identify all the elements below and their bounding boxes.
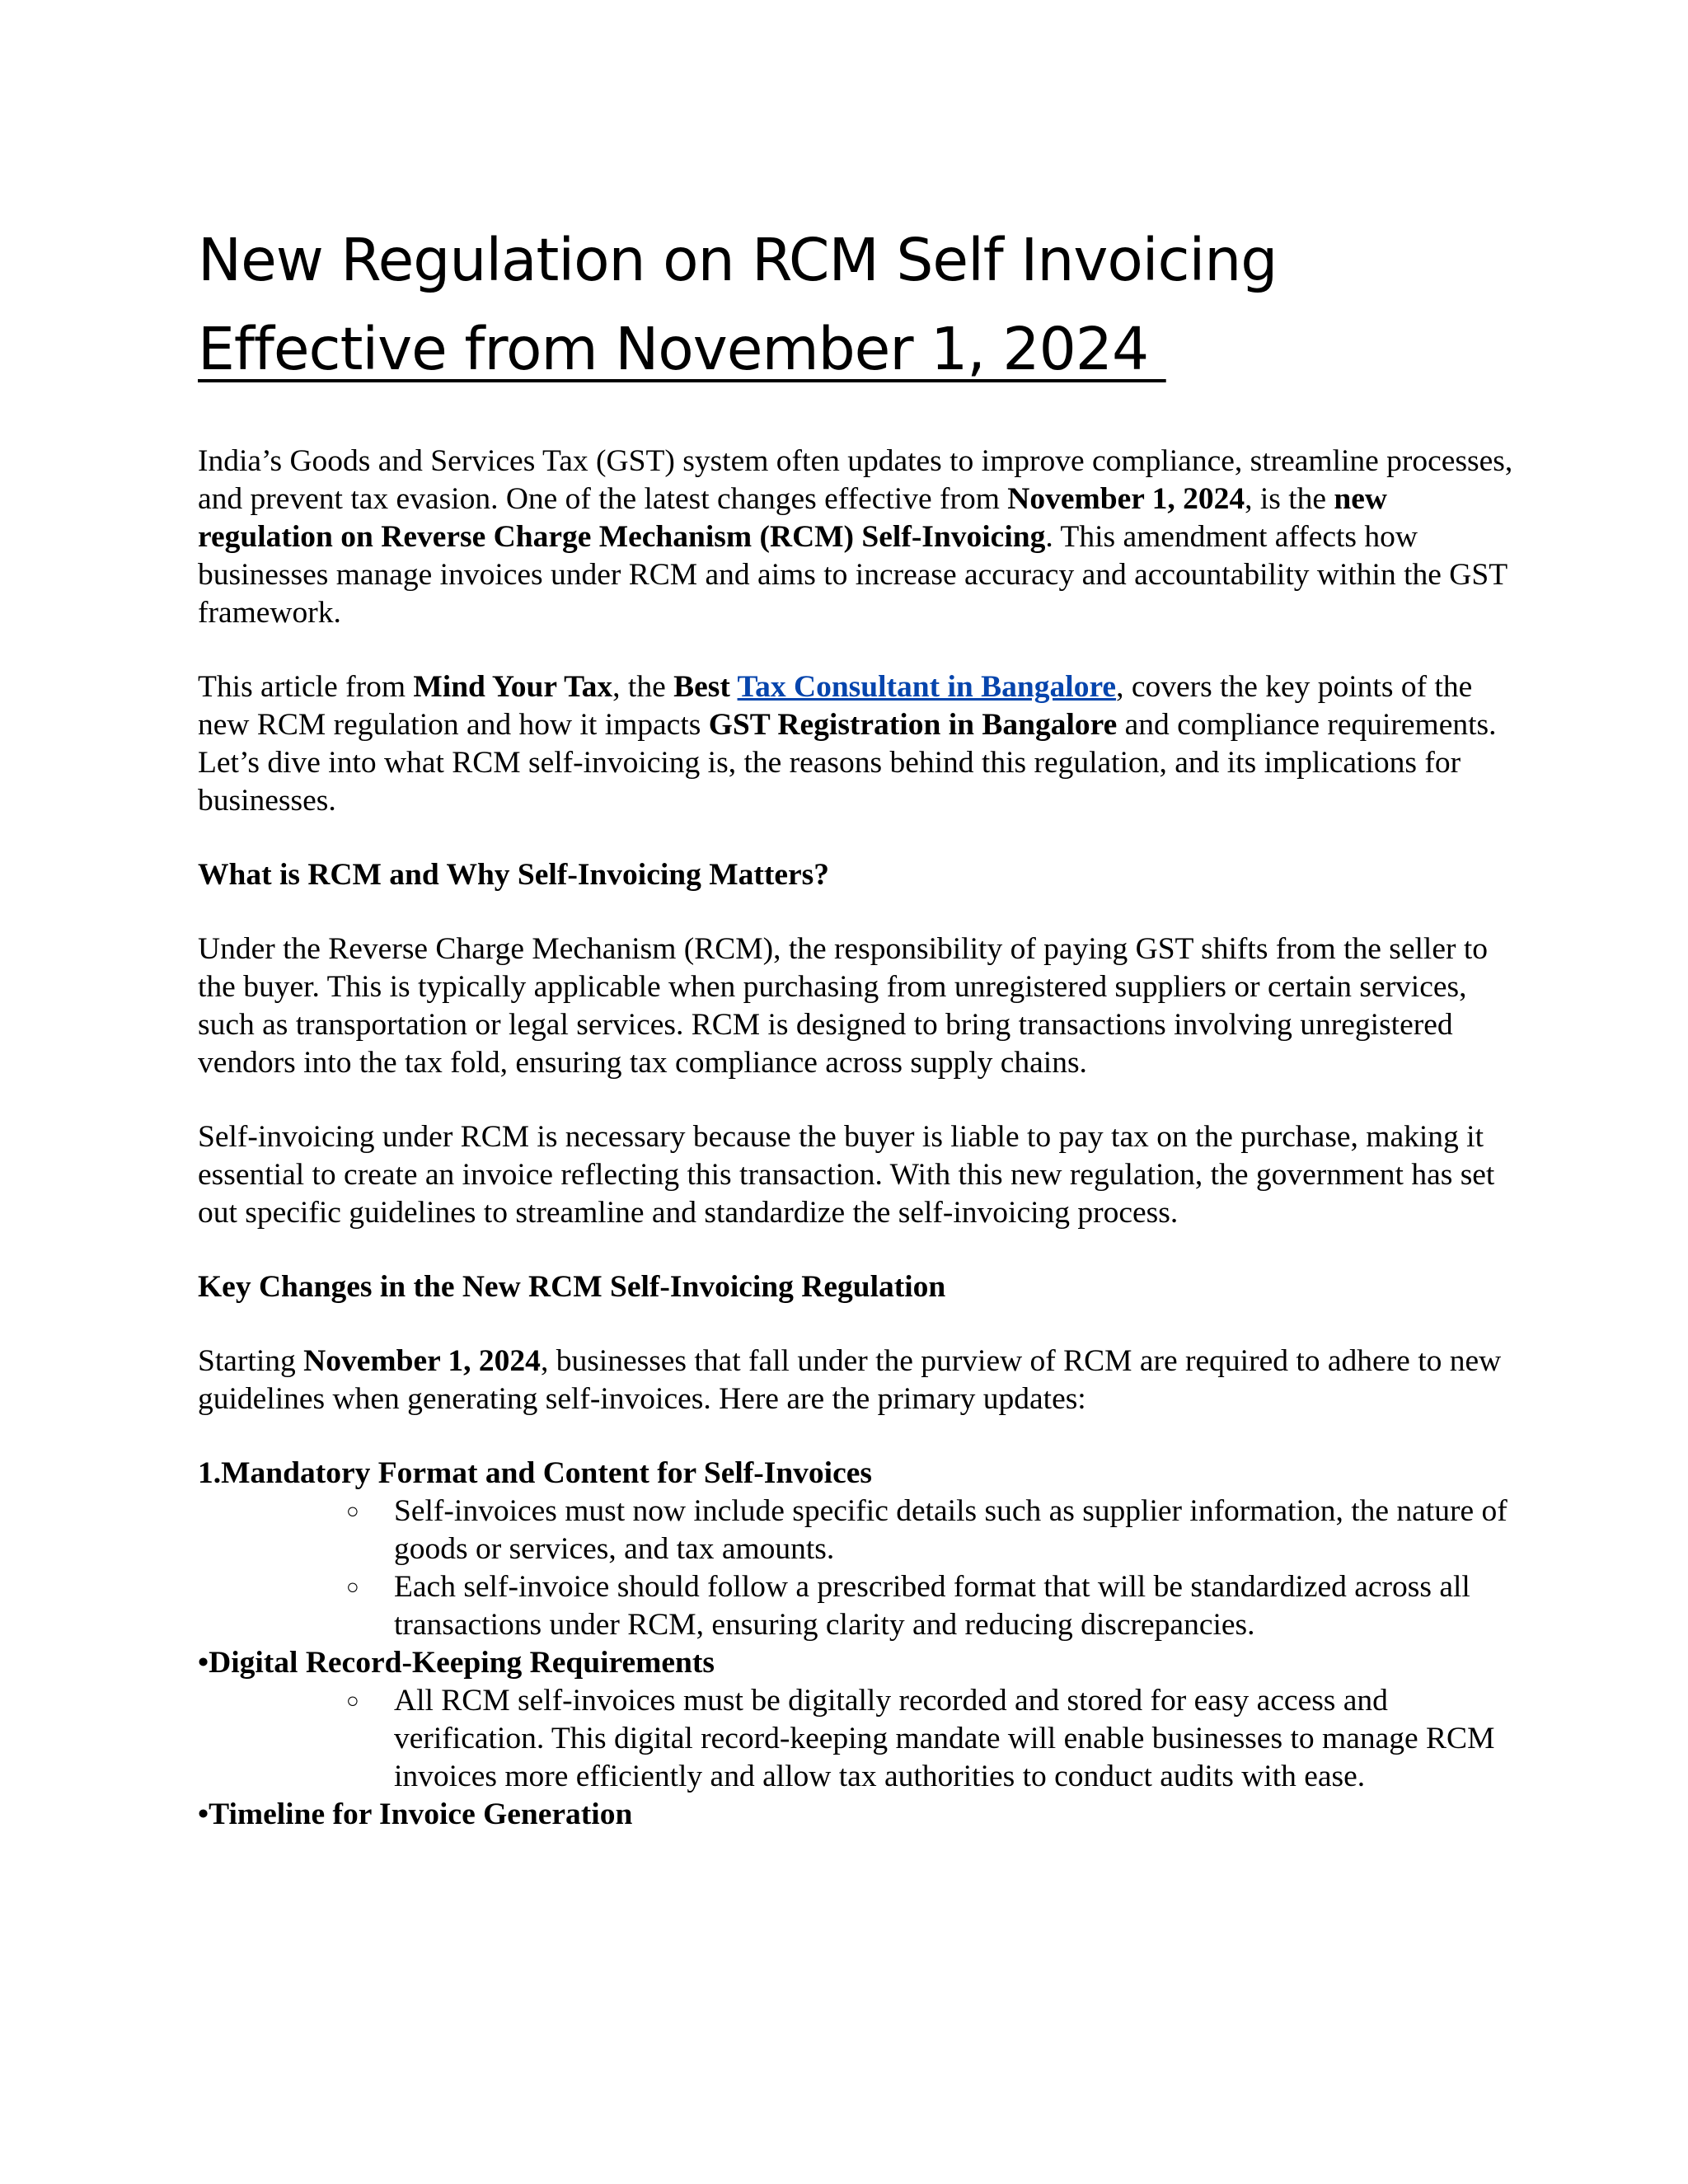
regulation-name: new regulation on Reverse Charge Mechanism (RCM) Self-Invoicing xyxy=(198,482,1387,554)
tax-consultant-link[interactable]: Tax Consultant in Bangalore xyxy=(737,670,1117,704)
intro-paragraph-1: India’s Goods and Services Tax (GST) system often updates to improve compliance, streamline processes, and prevent tax evasion. One of the latest changes effective from November 1, 2024, is the new regulation on Reverse Charge Mechanism (RCM) Self-Invoicing. This amendment affects how businesses manage invoices under RCM and aims to increase accuracy and accountability within the GST framework. xyxy=(198,444,1513,630)
section-heading-rcm: What is RCM and Why Self-Invoicing Matters? xyxy=(198,858,829,892)
sub-list-item: ○ All RCM self-invoices must be digitally recorded and stored for easy access and verification. This digital record-keeping mandate will enable businesses to manage RCM invoices more efficiently and allow tax authorities to conduct audits with ease. xyxy=(346,1684,1495,1793)
title-line-1: New Regulation on RCM Self Invoicing xyxy=(198,226,1278,294)
sub-list-item: ○ Self-invoices must now include specific details such as supplier information, the nature of goods or services, and tax amounts. xyxy=(346,1494,1507,1566)
list-item-heading: •Timeline for Invoice Generation xyxy=(198,1797,633,1831)
key-changes-list xyxy=(198,1455,1517,1834)
gst-registration-text: GST Registration in Bangalore xyxy=(708,708,1118,742)
start-date: November 1, 2024 xyxy=(303,1344,541,1378)
sub-list xyxy=(198,1682,1517,1796)
key-changes-paragraph: Starting November 1, 2024, businesses that fall under the purview of RCM are required to adhere to new guidelines when generating self-invoices. Here are the primary updates: xyxy=(198,1344,1502,1416)
list-item-heading: •Digital Record-Keeping Requirements xyxy=(198,1646,715,1680)
document-page xyxy=(198,216,1517,1834)
sub-list xyxy=(198,1493,1517,1644)
section-heading-key-changes: Key Changes in the New RCM Self-Invoicing Regulation xyxy=(198,1270,946,1304)
sub-list-item: ○ Each self-invoice should follow a prescribed format that will be standardized across all transactions under RCM, ensuring clarity and reducing discrepancies. xyxy=(346,1570,1470,1642)
circle-bullet-icon: ○ xyxy=(346,1575,359,1599)
rcm-paragraph-1: Under the Reverse Charge Mechanism (RCM), the responsibility of paying GST shifts from the seller to the buyer. This is typically applicable when purchasing from unregistered suppliers or certain services, such as transportation or legal services. RCM is designed to bring transactions involving unregistered vendors into the tax fold, ensuring tax compliance across supply chains. xyxy=(198,932,1489,1080)
intro-paragraph-2: This article from Mind Your Tax, the Best Tax Consultant in Bangalore, covers the key points of the new RCM regulation and how it impacts GST Registration in Bangalore and compliance requirements. Let’s dive into what RCM self-invoicing is, the reasons behind this regulation, and its implications for businesses. xyxy=(198,670,1497,818)
brand-name: Mind Your Tax xyxy=(413,670,613,704)
circle-bullet-icon: ○ xyxy=(346,1499,359,1523)
circle-bullet-icon: ○ xyxy=(346,1689,359,1713)
effective-date: November 1, 2024 xyxy=(1007,482,1245,516)
document-title xyxy=(198,216,1517,394)
title-line-2: Effective from November 1, 2024 xyxy=(198,315,1166,383)
list-item-heading: 1.Mandatory Format and Content for Self-Invoices xyxy=(198,1456,872,1490)
rcm-paragraph-2: Self-invoicing under RCM is necessary because the buyer is liable to pay tax on the purchase, making it essential to create an invoice reflecting this transaction. With this new regulation, the government has set out specific guidelines to streamline and standardize the self-invoicing process. xyxy=(198,1120,1495,1230)
